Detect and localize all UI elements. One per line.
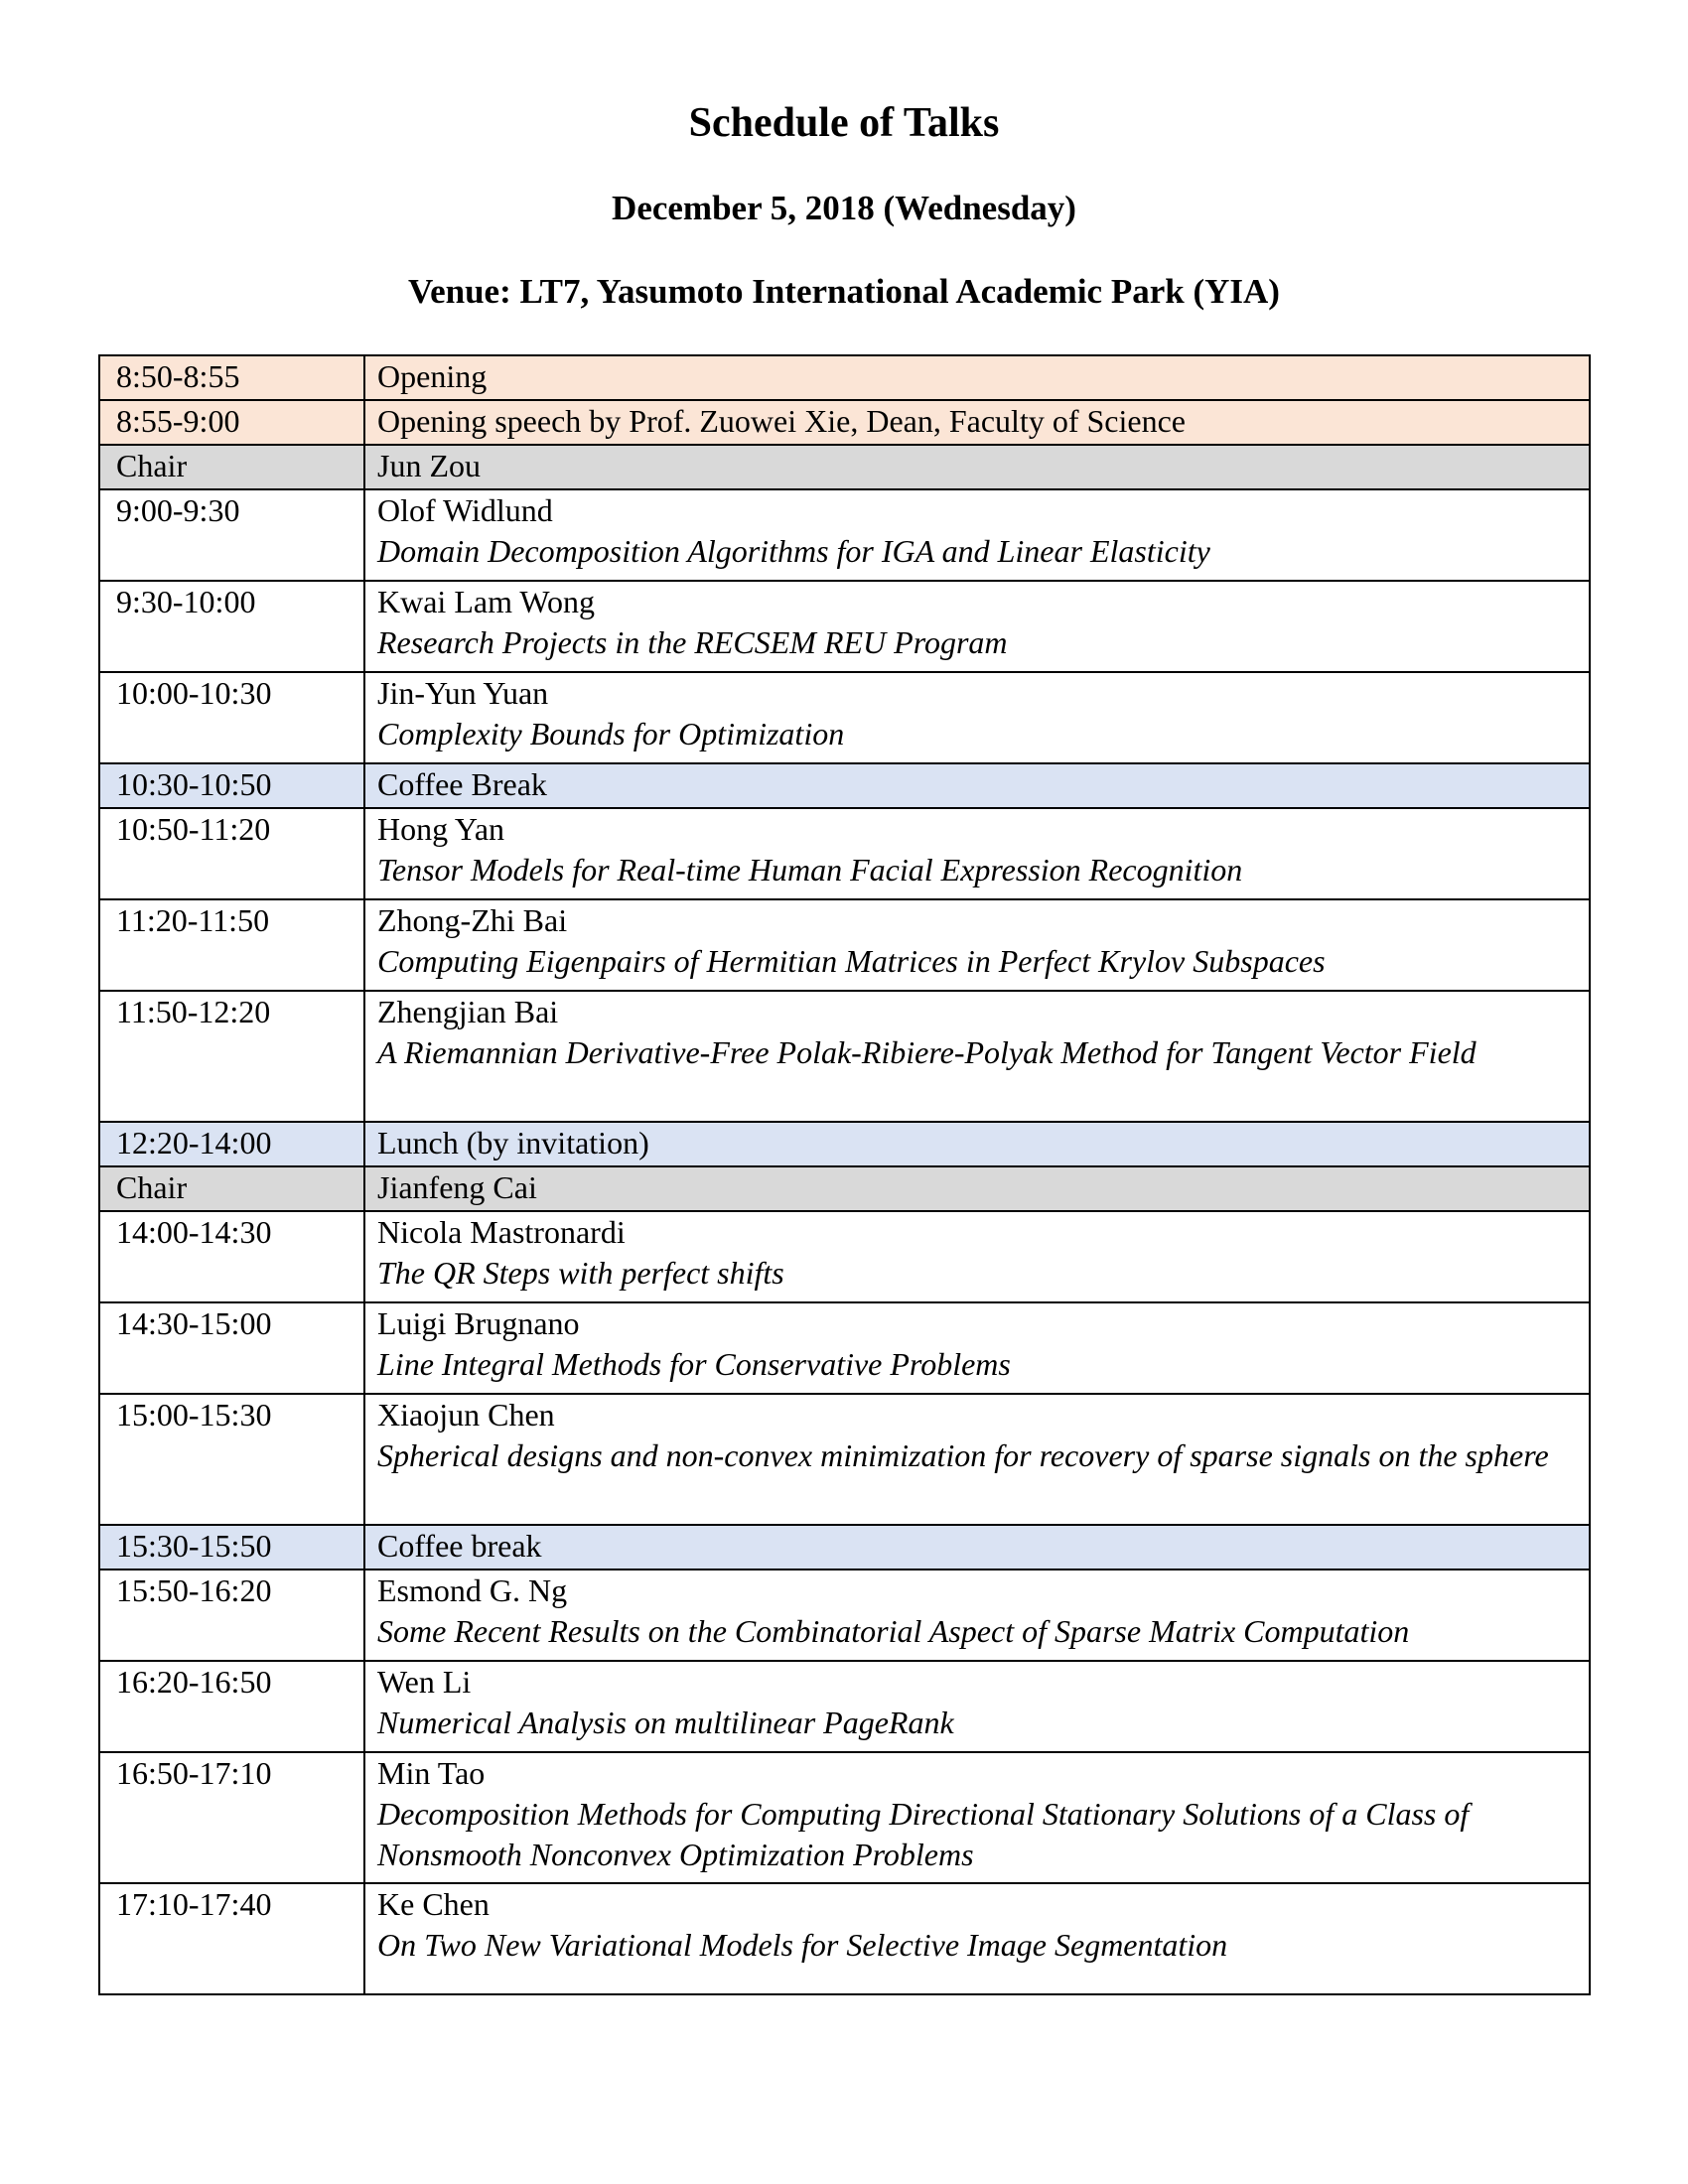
event-cell: Opening speech by Prof. Zuowei Xie, Dean, Faculty of Science (364, 400, 1590, 445)
talk-cell (364, 808, 1590, 899)
talk-title: Tensor Models for Real-time Human Facial Expression Recognition (377, 852, 1243, 887)
speaker-name: Kwai Lam Wong (377, 584, 596, 619)
time-cell: 10:00-10:30 (99, 672, 364, 763)
time-cell: 15:30-15:50 (99, 1525, 364, 1570)
talk-title: On Two New Variational Models for Selective Image Segmentation (377, 1927, 1228, 1963)
talk-cell (364, 1394, 1590, 1525)
talk-cell (364, 1570, 1590, 1661)
table-row-chair (99, 445, 1590, 489)
event-cell: Lunch (by invitation) (364, 1122, 1590, 1166)
speaker-name: Min Tao (377, 1755, 486, 1791)
talk-cell (364, 991, 1590, 1122)
talk-cell (364, 1883, 1590, 1994)
table-row-talk (99, 1570, 1590, 1661)
chair-label: Chair (99, 1166, 364, 1211)
page-date: December 5, 2018 (Wednesday) (612, 189, 1076, 227)
time-cell: 9:30-10:00 (99, 581, 364, 672)
time-cell: 8:55-9:00 (99, 400, 364, 445)
table-row-opening-speech (99, 400, 1590, 445)
table-row-talk (99, 581, 1590, 672)
time-cell: 11:50-12:20 (99, 991, 364, 1122)
time-cell: 10:30-10:50 (99, 763, 364, 808)
table-row-break (99, 763, 1590, 808)
table-row-talk (99, 672, 1590, 763)
table-row-talk (99, 1661, 1590, 1752)
chair-name: Jianfeng Cai (364, 1166, 1590, 1211)
time-cell: 16:50-17:10 (99, 1752, 364, 1883)
talk-title: The QR Steps with perfect shifts (377, 1255, 784, 1291)
table-row-talk (99, 808, 1590, 899)
table-row-talk (99, 899, 1590, 991)
event-cell: Opening (364, 355, 1590, 400)
talk-cell (364, 1752, 1590, 1883)
speaker-name: Olof Widlund (377, 492, 553, 528)
talk-title: Numerical Analysis on multilinear PageRank (377, 1705, 954, 1740)
time-cell: 15:50-16:20 (99, 1570, 364, 1661)
page-title: Schedule of Talks (688, 100, 1000, 146)
talk-title: Line Integral Methods for Conservative Problems (377, 1346, 1011, 1382)
event-cell: Coffee Break (364, 763, 1590, 808)
talk-cell (364, 489, 1590, 581)
talk-title: Some Recent Results on the Combinatorial Aspect of Sparse Matrix Computation (377, 1613, 1410, 1649)
chair-label: Chair (99, 445, 364, 489)
talk-cell (364, 581, 1590, 672)
table-row-talk (99, 489, 1590, 581)
time-cell: 10:50-11:20 (99, 808, 364, 899)
table-row-talk (99, 1752, 1590, 1883)
table-row-talk (99, 1394, 1590, 1525)
table-row-talk (99, 1883, 1590, 1994)
talk-cell (364, 672, 1590, 763)
table-row-chair (99, 1166, 1590, 1211)
time-cell: 8:50-8:55 (99, 355, 364, 400)
time-cell: 12:20-14:00 (99, 1122, 364, 1166)
event-cell: Coffee break (364, 1525, 1590, 1570)
speaker-name: Zhong-Zhi Bai (377, 902, 568, 938)
time-cell: 16:20-16:50 (99, 1661, 364, 1752)
time-cell: 15:00-15:30 (99, 1394, 364, 1525)
table-row-opening (99, 355, 1590, 400)
talk-title: Computing Eigenpairs of Hermitian Matrices in Perfect Krylov Subspaces (377, 943, 1326, 979)
talk-title: Domain Decomposition Algorithms for IGA and Linear Elasticity (377, 533, 1210, 569)
talk-cell (364, 1211, 1590, 1302)
time-cell: 11:20-11:50 (99, 899, 364, 991)
talk-cell (364, 899, 1590, 991)
time-cell: 14:00-14:30 (99, 1211, 364, 1302)
speaker-name: Esmond G. Ng (377, 1572, 568, 1608)
speaker-name: Xiaojun Chen (377, 1397, 555, 1433)
speaker-name: Nicola Mastronardi (377, 1214, 626, 1250)
table-row-talk (99, 1302, 1590, 1394)
talk-title: Research Projects in the RECSEM REU Program (377, 624, 1008, 660)
talk-cell (364, 1302, 1590, 1394)
speaker-name: Luigi Brugnano (377, 1305, 580, 1341)
table-row-lunch (99, 1122, 1590, 1166)
schedule-table (98, 354, 1591, 1995)
table-row-talk (99, 991, 1590, 1122)
table-row-break (99, 1525, 1590, 1570)
talk-title: A Riemannian Derivative-Free Polak-Ribiere-Polyak Method for Tangent Vector Field (377, 1034, 1477, 1070)
table-row-talk (99, 1211, 1590, 1302)
chair-name: Jun Zou (364, 445, 1590, 489)
speaker-name: Jin-Yun Yuan (377, 675, 549, 711)
time-cell: 9:00-9:30 (99, 489, 364, 581)
speaker-name: Ke Chen (377, 1886, 490, 1922)
time-cell: 17:10-17:40 (99, 1883, 364, 1994)
talk-cell (364, 1661, 1590, 1752)
time-cell: 14:30-15:00 (99, 1302, 364, 1394)
page-venue: Venue: LT7, Yasumoto International Academic Park (YIA) (408, 272, 1280, 311)
talk-title: Decomposition Methods for Computing Directional Stationary Solutions of a Class of Nonsmooth Nonconvex Optimization Problems (377, 1796, 1470, 1872)
speaker-name: Wen Li (377, 1664, 472, 1700)
speaker-name: Hong Yan (377, 811, 505, 847)
talk-title: Spherical designs and non-convex minimization for recovery of sparse signals on the sphere (377, 1437, 1549, 1473)
talk-title: Complexity Bounds for Optimization (377, 716, 845, 751)
speaker-name: Zhengjian Bai (377, 994, 559, 1029)
